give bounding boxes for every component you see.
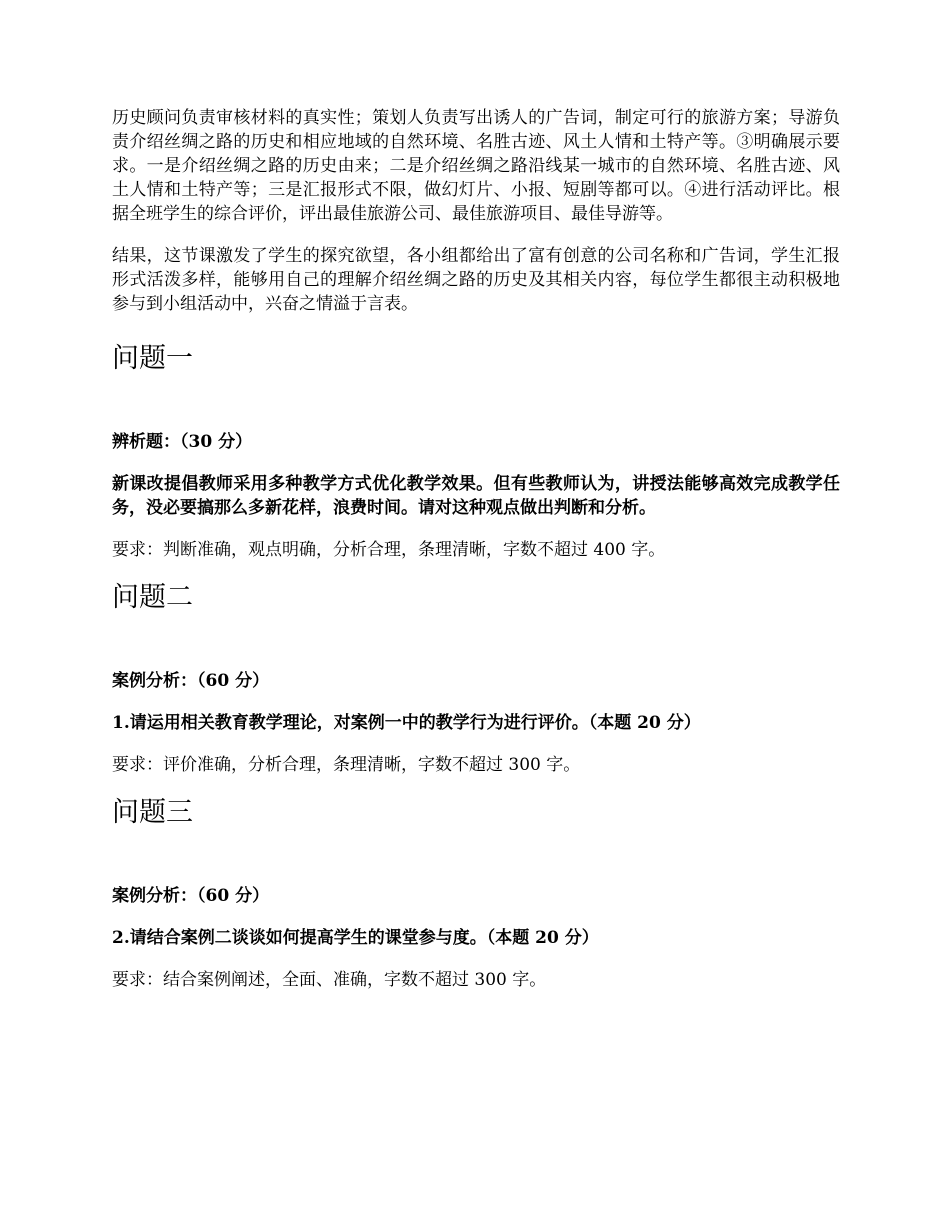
intro-paragraph-1: 历史顾问负责审核材料的真实性；策划人负责写出诱人的广告词，制定可行的旅游方案；导游负责介绍丝绸之路的历史和相应地域的自然环境、名胜古迹、风土人情和土特产等。③明确展示要求。一是介绍丝绸之路的历史由来；二是介绍丝绸之路沿线某一城市的自然环境、名胜古迹、风土人情和土特产等；三是汇报形式不限，做幻灯片、小报、短剧等都可以。④进行活动评比。根据全班学生的综合评价，评出最佳旅游公司、最佳旅游项目、最佳导游等。 [112, 108, 840, 224]
question-1-heading: 问题一 [112, 343, 193, 374]
question-1-type-label: 辨析题：（30 分） [112, 432, 253, 452]
question-2-heading: 问题二 [112, 582, 193, 613]
document-page [112, 106, 840, 992]
question-2-type-label: 案例分析：（60 分） [112, 671, 270, 691]
question-3-type-label: 案例分析：（60 分） [112, 886, 270, 906]
question-1-prompt: 新课改提倡教师采用多种教学方式优化教学效果。但有些教师认为，讲授法能够高效完成教学任务，没必要搞那么多新花样，浪费时间。请对这种观点做出判断和分析。 [112, 474, 840, 518]
question-2-prompt: 1.请运用相关教育教学理论，对案例一中的教学行为进行评价。（本题 20 分） [112, 713, 701, 733]
question-3-requirement: 要求：结合案例阐述，全面、准确，字数不超过 300 字。 [112, 970, 547, 990]
intro-paragraph-2: 结果，这节课激发了学生的探究欲望，各小组都给出了富有创意的公司名称和广告词，学生汇报形式活泼多样，能够用自己的理解介绍丝绸之路的历史及其相关内容，每位学生都很主动积极地参与到小组活动中，兴奋之情溢于言表。 [112, 246, 840, 314]
question-2-section [112, 580, 840, 777]
question-2-requirement: 要求：评价准确，分析合理，条理清晰，字数不超过 300 字。 [112, 755, 581, 775]
question-3-heading: 问题三 [112, 797, 193, 828]
question-1-requirement: 要求：判断准确，观点明确，分析合理，条理清晰，字数不超过 400 字。 [112, 540, 666, 560]
question-3-prompt: 2.请结合案例二谈谈如何提高学生的课堂参与度。（本题 20 分） [112, 928, 599, 948]
question-1-section [112, 341, 840, 562]
question-3-section [112, 795, 840, 992]
